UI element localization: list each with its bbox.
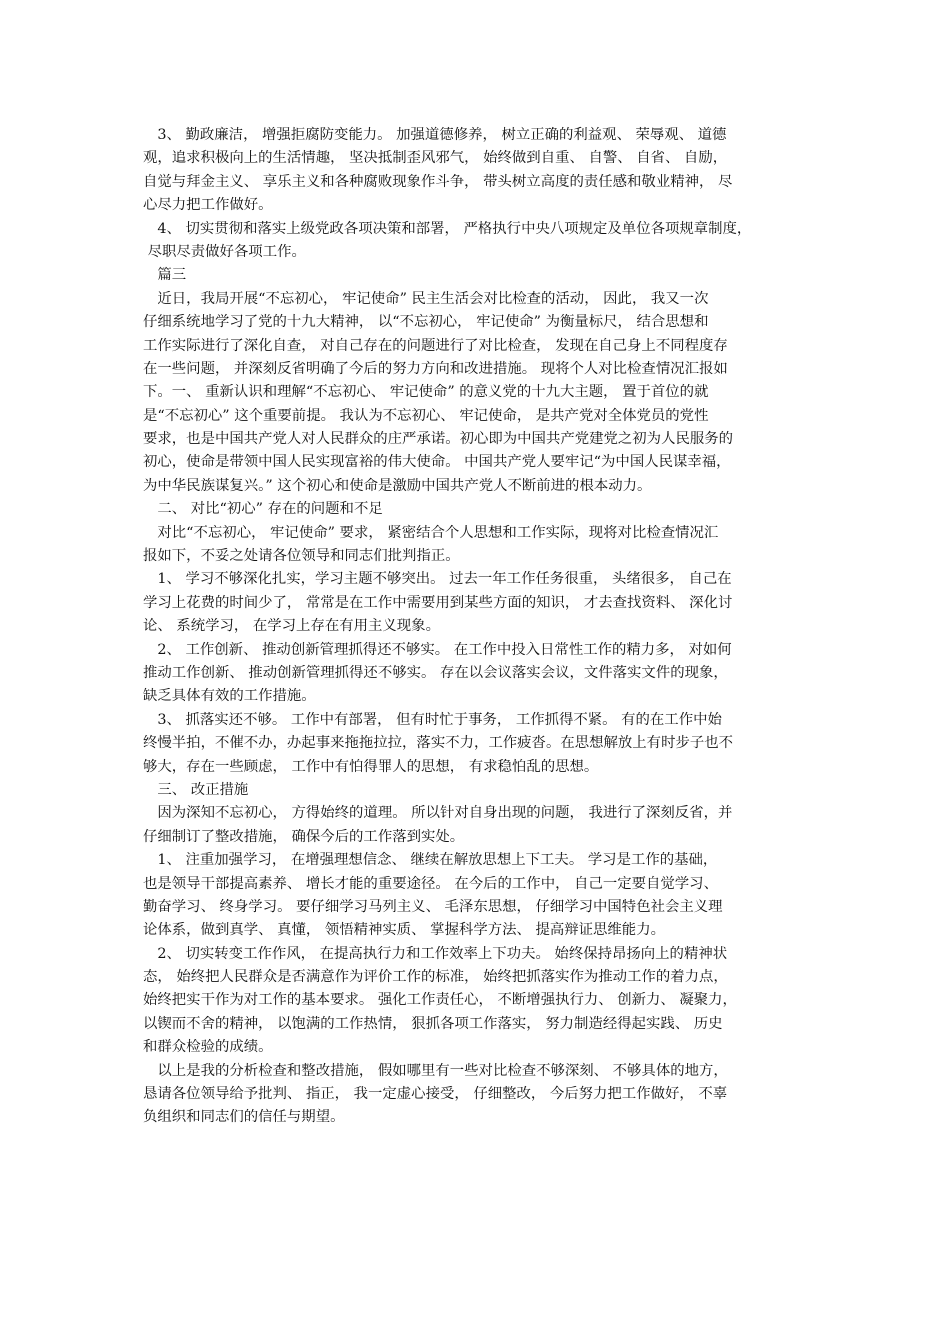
text-line: 3、 勤政廉洁， 增强拒腐防变能力。 加强道德修养， 树立正确的利益观、 荣辱观、 道德 [143, 127, 727, 143]
text-line: 论体系，做到真学、 真懂， 领悟精神实质、 掌握科学方法、 提高辩证思维能力。 [143, 922, 665, 939]
text-line: 下。一、 重新认识和理解“不忘初心、 牢记使命” 的意义党的十九大主题， 置于首位的就 [143, 384, 709, 401]
text-line: 够大，存在一些顾虑， 工作中有怕得罪人的思想， 有求稳怕乱的思想。 [143, 758, 599, 775]
text-line: 要求，也是中国共产党人对人民群众的庄严承诺。初心即为中国共产党建党之初为人民服务的 [143, 431, 734, 448]
text-line: 初心，使命是带领中国人民实现富裕的伟大使命。 中国共产党人要牢记“为中国人民谋幸福， [143, 454, 731, 471]
text-line: 负组织和同志们的信任与期望。 [143, 1109, 345, 1126]
text-line: 近日，我局开展“不忘初心， 牢记使命” 民主生活会对比检查的活动， 因此， 我又一次 [143, 290, 709, 307]
text-line: 报如下，不妥之处请各位领导和同志们批判指正。 [143, 548, 460, 565]
text-line: 3、 抓落实还不够。 工作中有部署， 但有时忙于事务， 工作抓得不紧。 有的在工作中始 [143, 711, 722, 728]
text-line: 恳请各位领导给予批判、 指正， 我一定虚心接受， 仔细整改， 今后努力把工作做好， 不辜 [143, 1086, 728, 1103]
text-line: 论、 系统学习， 在学习上存在有用主义现象。 [143, 618, 440, 635]
text-line: 2、 工作创新、 推动创新管理抓得还不够实。 在工作中投入日常性工作的精力多， 对如何 [143, 641, 732, 658]
text-line: 学习上花费的时间少了， 常常是在工作中需要用到某些方面的知识， 才去查找资料、 深化讨 [143, 594, 733, 611]
text-line: 缺乏具体有效的工作措施。 [143, 688, 316, 705]
text-line: 1、 学习不够深化扎实，学习主题不够突出。 过去一年工作任务很重， 头绪很多， 自己在 [143, 571, 732, 588]
text-line: 为中华民族谋复兴。” 这个初心和使命是激励中国共产党人不断前进的根本动力。 [143, 477, 652, 494]
text-line: 仔细制订了整改措施， 确保今后的工作落到实处。 [143, 828, 465, 845]
text-line: 心尽力把工作做好。 [143, 197, 273, 214]
text-line: 工作实际进行了深化自查， 对自己存在的问题进行了对比检查， 发现在自己身上不同程度存 [143, 337, 728, 354]
text-line: 推动工作创新、 推动创新管理抓得还不够实。 存在以会议落实会议，文件落实文件的现象， [143, 664, 728, 681]
text-line: 始终把实干作为对工作的基本要求。 强化工作责任心， 不断增强执行力、 创新力、 凝聚力， [143, 992, 737, 1009]
text-line: 三、 改正措施 [143, 781, 249, 798]
text-line: 因为深知不忘初心， 方得始终的道理。 所以针对自身出现的问题， 我进行了深刻反省，并 [143, 805, 733, 822]
text-line: 二、 对比“初心” 存在的问题和不足 [143, 501, 383, 518]
text-line: 仔细系统地学习了党的十九大精神， 以“不忘初心， 牢记使命” 为衡量标尺， 结合思想和 [143, 314, 709, 331]
text-line: 自觉与拜金主义、 享乐主义和各种腐败现象作斗争， 带头树立高度的责任感和敬业精神， 尽 [143, 173, 733, 190]
text-line: 2、 切实转变工作作风， 在提高执行力和工作效率上下功夫。 始终保持昂扬向上的精神状 [143, 945, 728, 962]
text-line: 在一些问题， 并深刻反省明确了今后的努力方向和改进措施。 现将个人对比检查情况汇报如 [143, 360, 728, 377]
text-line: 勤奋学习、 终身学习。 要仔细学习马列主义、 毛泽东思想， 仔细学习中国特色社会主义理 [143, 898, 723, 915]
text-line: 对比“不忘初心， 牢记使命” 要求， 紧密结合个人思想和工作实际，现将对比检查情况汇 [143, 524, 719, 541]
text-line: 1、 注重加强学习， 在增强理想信念、 继续在解放思想上下工夫。 学习是工作的基础， [143, 852, 718, 869]
text-line: 态， 始终把人民群众是否满意作为评价工作的标准， 始终把抓落实作为推动工作的着力点， [143, 969, 728, 986]
text-line: 和群众检验的成绩。 [143, 1039, 273, 1056]
text-line: 以上是我的分析检查和整改措施， 假如哪里有一些对比检查不够深刻、 不够具体的地方， [143, 1062, 728, 1079]
text-line: 4、 切实贯彻和落实上级党政各项决策和部署， 严格执行中央八项规定及单位各项规章制度， [143, 220, 752, 237]
text-line: 篇三 [143, 267, 187, 284]
text-line: 是“不忘初心” 这个重要前提。 我认为不忘初心、 牢记使命， 是共产党对全体党员的党性 [143, 407, 709, 424]
text-line: 以锲而不舍的精神， 以饱满的工作热情， 狠抓各项工作落实， 努力制造经得起实践、 历史 [143, 1015, 723, 1032]
text-line: 终慢半拍，不催不办，办起事来拖拖拉拉，落实不力，工作疲沓。在思想解放上有时步子也不 [143, 735, 734, 752]
text-line: 观，追求积极向上的生活情趣， 坚决抵制歪风邪气， 始终做到自重、 自警、 自省、 自励， [143, 150, 728, 167]
text-line: 也是领导干部提高素养、 增长才能的重要途径。 在今后的工作中， 自己一定要自觉学习、 [143, 875, 718, 892]
text-line: 尽职尽责做好各项工作。 [143, 243, 306, 260]
document-body [143, 124, 823, 1130]
